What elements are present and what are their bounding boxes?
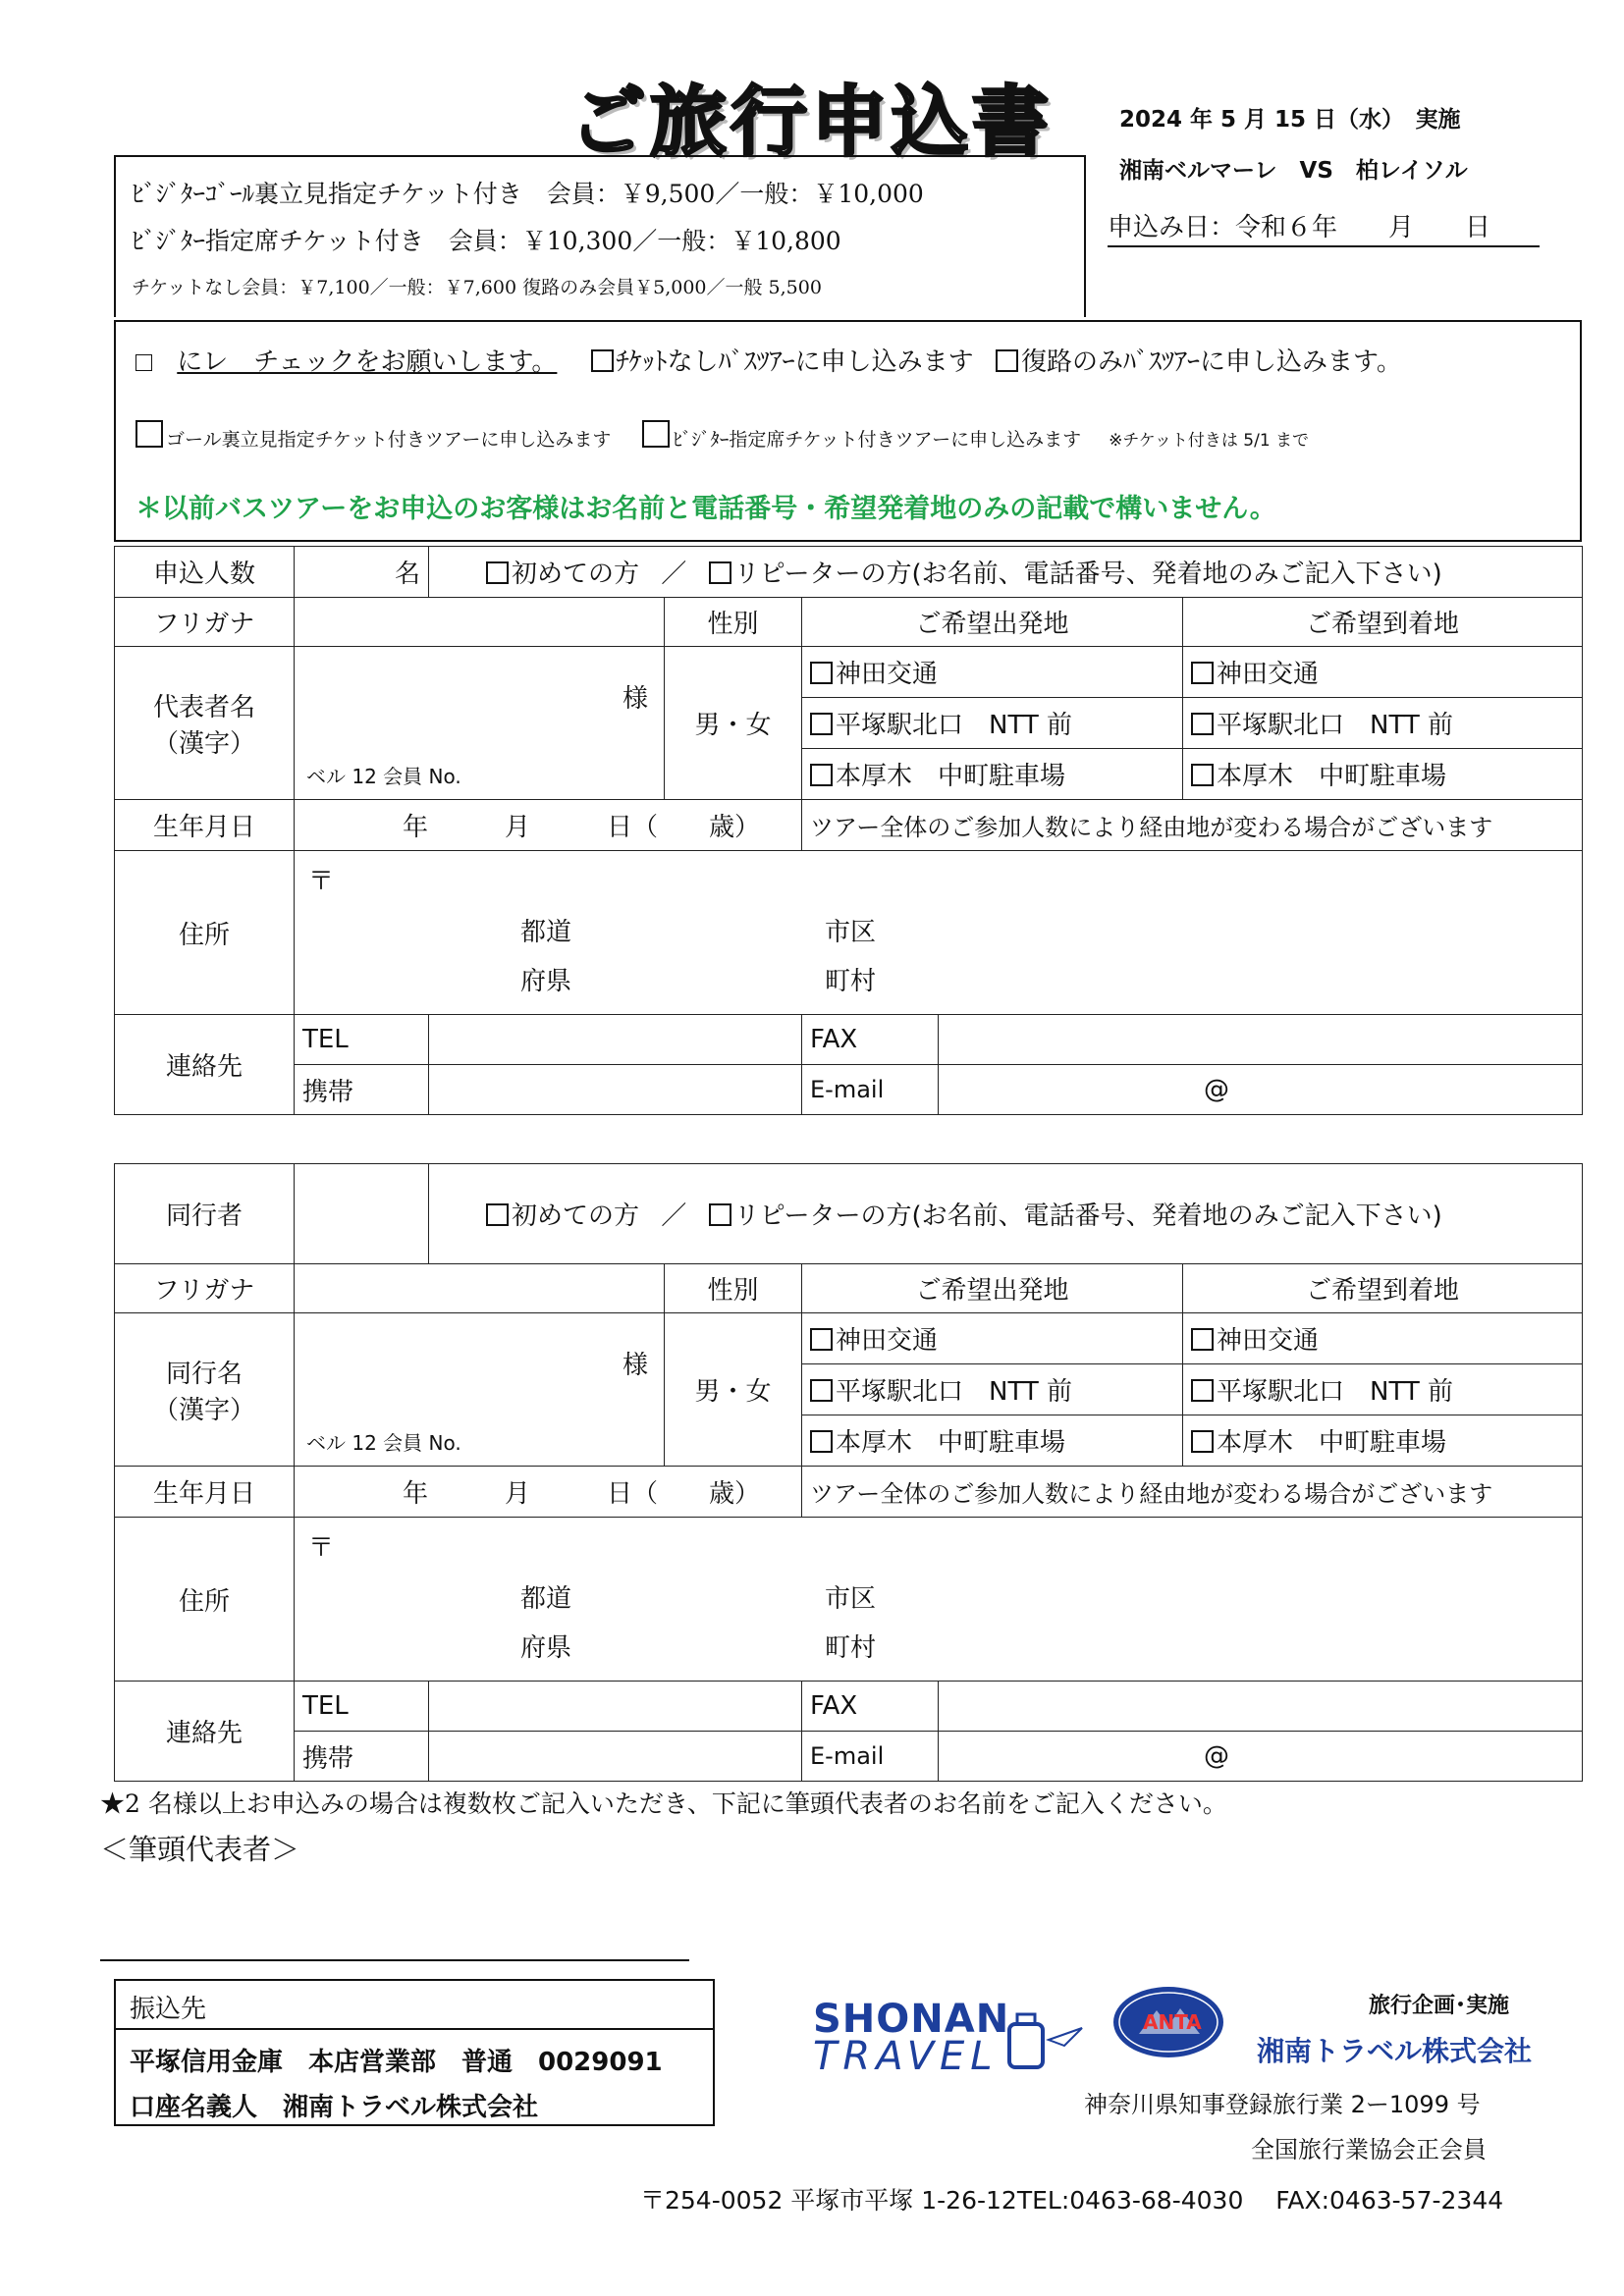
multi-applicant-note: ★2 名様以上お申込みの場合は複数枚ご記入いただき、下記に筆頭代表者のお名前をご記入ください。 [100,1789,1227,1818]
match-name: 湘南ベルマーレ VS 柏レイソル [1119,158,1468,184]
companion-name-label: 同行名 （漢字） [115,1313,295,1467]
companion-tel-field[interactable] [429,1682,802,1732]
companion-arrival-hon-atsugi[interactable]: 本厚木 中町駐車場 [1183,1415,1583,1467]
checkbox-return-only[interactable] [996,349,1018,372]
companion-arrival-label: ご希望到着地 [1183,1264,1583,1313]
companion-gender-label: 性別 [665,1264,802,1313]
companion-departure-hon-atsugi[interactable]: 本厚木 中町駐車場 [802,1415,1183,1467]
arrival-option-kanda[interactable]: 神田交通 [1183,647,1583,698]
furigana-label: フリガナ [115,598,295,647]
companion-table [114,1163,1583,1782]
bank-transfer-box [114,1979,715,2126]
companion-email-field[interactable]: @ [1204,1741,1229,1771]
arrival-option-hiratsuka[interactable]: 平塚駅北口 NTT 前 [1183,698,1583,749]
price-visitor-ticket: ﾋﾞｼﾞﾀｰ指定席チケット付き 会員：￥10,300／一般：￥10,800 [132,227,841,255]
lead-representative-label: ＜筆頭代表者＞ [100,1833,300,1866]
companion-name-field[interactable]: 様 ベル 12 会員 No. [295,1313,665,1467]
birthdate-label: 生年月日 [115,800,295,851]
lead-representative-signature-line[interactable] [100,1959,689,1961]
companion-contact-label: 連絡先 [115,1682,295,1782]
companion-arrival-kanda[interactable]: 神田交通 [1183,1313,1583,1364]
company-name: 湘南トラベル株式会社 [1257,2035,1533,2067]
companion-route-note: ツアー全体のご参加人数により経由地が変わる場合がございます [802,1467,1583,1518]
companion-fax-label: FAX [802,1682,939,1731]
address-field[interactable]: 〒 都道 府県 市区 町村 [295,851,1583,1015]
companion-email-label: E-mail [802,1732,939,1781]
option-return-only[interactable]: 復路のみﾊﾞｽﾂｱｰに申し込みます。 [996,347,1402,377]
previous-customer-note: ＊以前バスツアーをお申込のお客様はお名前と電話番号・希望発着地のみの記載で構いません。 [135,494,1276,524]
gender-label: 性別 [665,598,802,647]
checkbox-no-ticket[interactable] [591,349,614,372]
route-note: ツアー全体のご参加人数により経由地が変わる場合がございます [802,800,1583,851]
check-instruction: にレ チェックをお願いします。 [177,347,558,377]
planning-label: 旅行企画･実施 [1369,1994,1510,2018]
departure-label: ご希望出発地 [802,598,1183,647]
companion-member-no-label: ベル 12 会員 No. [306,1431,461,1455]
association-member: 全国旅行業協会正会員 [1251,2136,1487,2163]
ticket-deadline: ※チケット付きは 5/1 まで [1109,431,1310,451]
option-goal-ticket[interactable]: ゴール裏立見指定チケット付きツアーに申し込みます [135,429,611,451]
companion-repeater-option[interactable]: リピーターの方(お名前、電話番号、発着地のみご記入下さい) [709,1201,1442,1231]
email-label: E-mail [802,1065,939,1114]
companion-arrival-hiratsuka[interactable]: 平塚駅北口 NTT 前 [1183,1364,1583,1415]
application-date-field[interactable]: 申込み日：令和６年 月 日 [1108,207,1540,247]
companion-count-field[interactable] [295,1164,429,1264]
companion-mobile-label: 携帯 [295,1732,429,1782]
check-instruction-box [135,354,152,371]
companion-address-label: 住所 [115,1518,295,1682]
rep-name-label: 代表者名 （漢字） [115,647,295,800]
checkbox-visitor-ticket[interactable] [642,420,670,448]
gender-select[interactable]: 男・女 [665,647,802,800]
suitcase-icon [1000,2010,1088,2079]
applicant-table [114,546,1583,1115]
form-title: ご旅行申込書 [569,79,1054,167]
contact-label: 連絡先 [115,1015,295,1115]
tel-field[interactable] [429,1015,802,1065]
member-no-label: ベル 12 会員 No. [306,765,461,788]
option-visitor-ticket[interactable]: ﾋﾞｼﾞﾀｰ指定席チケット付きツアーに申し込みます [642,429,1081,451]
companion-departure-kanda[interactable]: 神田交通 [802,1313,1183,1364]
departure-option-kanda[interactable]: 神田交通 [802,647,1183,698]
price-box [114,155,1086,317]
arrival-label: ご希望到着地 [1183,598,1583,647]
bank-holder: 口座名義人 湘南トラベル株式会社 [130,2093,539,2122]
applicant-count-field[interactable]: 名 [295,547,429,598]
companion-birthdate-label: 生年月日 [115,1467,295,1518]
companion-tel-label: TEL [295,1682,429,1732]
event-date: 2024 年 5 月 15 日（水） 実施 [1119,107,1461,133]
furigana-field[interactable] [295,598,665,647]
birthdate-field[interactable]: 年 月 日（ 歳） [295,800,802,851]
companion-gender-select[interactable]: 男・女 [665,1313,802,1467]
companion-birthdate-field[interactable]: 年 月 日（ 歳） [295,1467,802,1518]
shonan-travel-logo: SHONAN TRAVEL [813,1997,1009,2079]
rep-name-field[interactable]: 様 ベル 12 会員 No. [295,647,665,800]
bank-title: 振込先 [130,1995,207,2024]
companion-furigana-field[interactable] [295,1264,665,1313]
bank-account: 平塚信用金庫 本店営業部 普通 0029091 [130,2048,663,2077]
departure-option-hon-atsugi[interactable]: 本厚木 中町駐車場 [802,749,1183,800]
companion-departure-label: ご希望出発地 [802,1264,1183,1313]
address-label: 住所 [115,851,295,1015]
registration-number: 神奈川県知事登録旅行業 2ー1099 号 [1084,2091,1481,2118]
option-no-ticket[interactable]: ﾁｹｯﾄなしﾊﾞｽﾂｱｰに申し込みます [591,347,974,377]
tour-options-box [114,320,1582,542]
price-no-ticket: チケットなし会員：￥7,100／一般：￥7,600 復路のみ会員￥5,000／一般 5,500 [132,277,822,298]
checkbox-goal-ticket[interactable] [135,420,163,448]
customer-type: 初めての方 ／ リピーターの方(お名前、電話番号、発着地のみご記入下さい) [429,547,1583,598]
companion-customer-type: 初めての方 ／ リピーターの方(お名前、電話番号、発着地のみご記入下さい) [429,1164,1583,1264]
companion-first-time-option[interactable]: 初めての方 [486,1201,639,1231]
price-goal-ticket: ﾋﾞｼﾞﾀｰｺﾞｰﾙ裏立見指定チケット付き 会員：￥9,500／一般：￥10,000 [132,180,924,208]
repeater-option[interactable]: リピーターの方(お名前、電話番号、発着地のみご記入下さい) [709,560,1442,589]
departure-option-hiratsuka[interactable]: 平塚駅北口 NTT 前 [802,698,1183,749]
mobile-label: 携帯 [295,1065,429,1115]
companion-mobile-field[interactable] [429,1732,802,1782]
companion-furigana-label: フリガナ [115,1264,295,1313]
fax-label: FAX [802,1015,939,1064]
email-field[interactable]: @ [1204,1075,1229,1104]
first-time-option[interactable]: 初めての方 [486,560,639,589]
mobile-field[interactable] [429,1065,802,1115]
tel-label: TEL [295,1015,429,1065]
applicant-count-label: 申込人数 [115,547,295,598]
anta-logo: ANTA [1110,1983,1227,2065]
companion-label: 同行者 [115,1164,295,1264]
companion-departure-hiratsuka[interactable]: 平塚駅北口 NTT 前 [802,1364,1183,1415]
arrival-option-hon-atsugi[interactable]: 本厚木 中町駐車場 [1183,749,1583,800]
company-address: 〒254-0052 平塚市平塚 1-26-12TEL:0463-68-4030 FAX:0463-57-2344 [640,2186,1504,2215]
companion-address-field[interactable]: 〒 都道 府県 市区 町村 [295,1518,1583,1682]
